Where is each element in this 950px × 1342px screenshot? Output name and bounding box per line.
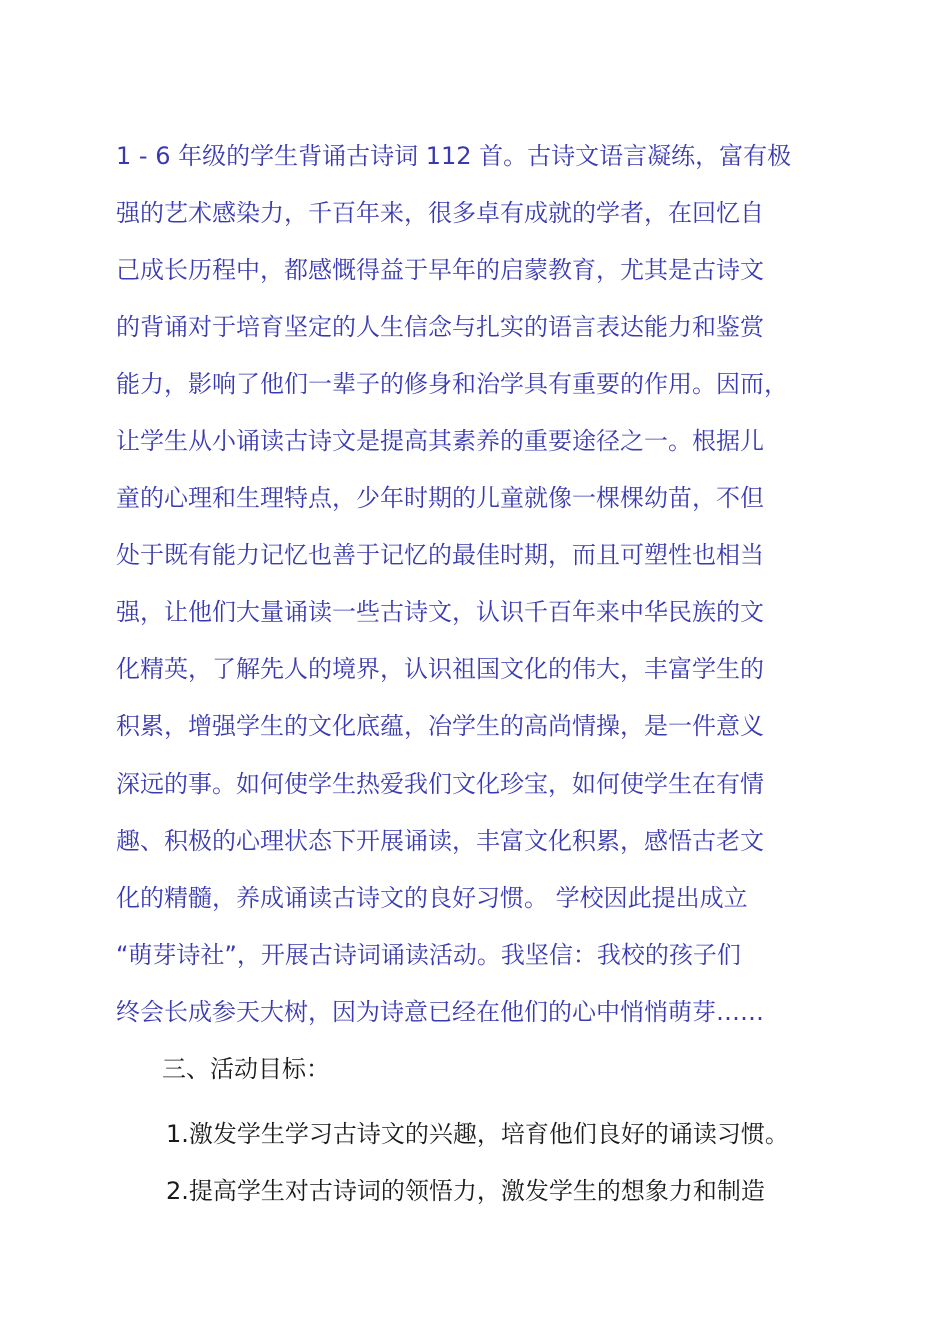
intro-line-1: 1 - 6 年级的学生背诵古诗词 112 首。古诗文语言凝练，富有极: [116, 142, 792, 170]
intro-line-13: 趣、积极的心理状态下开展诵读，丰富文化积累，感悟古老文: [116, 827, 764, 855]
intro-line-4: 的背诵对于培育坚定的人生信念与扎实的语言表达能力和鉴赏: [116, 313, 764, 341]
intro-line-15: “萌芽诗社”，开展古诗词诵读活动。我坚信：我校的孩子们: [116, 941, 741, 969]
goal-item-2: 2.提高学生对古诗词的领悟力，激发学生的想象力和制造: [166, 1177, 765, 1205]
intro-line-12: 深远的事。如何使学生热爱我们文化珍宝，如何使学生在有情: [116, 770, 764, 798]
intro-line-16: 终会长成参天大树，因为诗意已经在他们的心中悄悄萌芽……: [116, 998, 764, 1026]
intro-line-5: 能力，影响了他们一辈子的修身和治学具有重要的作用。因而，: [116, 370, 788, 398]
intro-line-9: 强，让他们大量诵读一些古诗文，认识千百年来中华民族的文: [116, 598, 764, 626]
intro-line-2: 强的艺术感染力，千百年来，很多卓有成就的学者，在回忆自: [116, 199, 764, 227]
goal-item-1: 1.激发学生学习古诗文的兴趣，培育他们良好的诵读习惯。: [166, 1120, 789, 1148]
intro-line-6: 让学生从小诵读古诗文是提高其素养的重要途径之一。根据儿: [116, 427, 764, 455]
intro-line-11: 积累，增强学生的文化底蕴，冶学生的高尚情操，是一件意义: [116, 712, 764, 740]
intro-line-14: 化的精髓，养成诵读古诗文的良好习惯。 学校因此提出成立: [116, 884, 748, 912]
intro-line-7: 童的心理和生理特点，少年时期的儿童就像一棵棵幼苗，不但: [116, 484, 764, 512]
intro-line-8: 处于既有能力记忆也善于记忆的最佳时期，而且可塑性也相当: [116, 541, 764, 569]
intro-line-10: 化精英，了解先人的境界，认识祖国文化的伟大，丰富学生的: [116, 655, 764, 683]
intro-line-3: 己成长历程中，都感慨得益于早年的启蒙教育，尤其是古诗文: [116, 256, 764, 284]
section-heading-activity-goals: 三、活动目标：: [162, 1055, 330, 1083]
